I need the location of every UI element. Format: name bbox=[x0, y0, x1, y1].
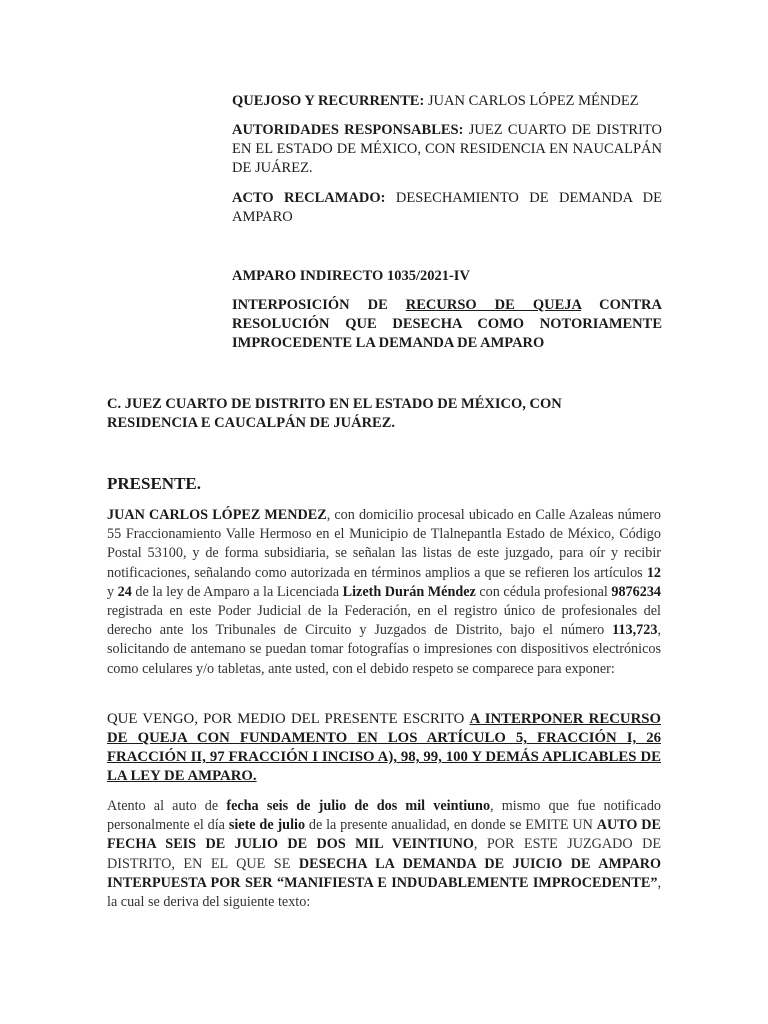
paragraph-3 bbox=[107, 797, 661, 912]
addressee: C. JUEZ CUARTO DE DISTRITO EN EL ESTADO DE MÉXICO, CON RESIDENCIA E CAUCALPÁN DE JUÁREZ. bbox=[107, 396, 562, 431]
p3-bold-1: fecha seis de julio de dos mil veintiuno bbox=[226, 798, 491, 814]
p1-text-1: , con domicilio procesal ubicado en Calle Azaleas número 55 Fraccionamiento Valle Hermoso en el Municipio de Tlalnepantla Estado de México, Código Postal 53100, y de forma subsidiaria, se señalan las listas de este juzgado, para oír y recibir notificaciones, señalando como autorizada en términos amplios a que se refieren los artículos bbox=[107, 507, 662, 581]
p3-bold-2: siete de julio bbox=[228, 817, 306, 834]
p1-text-4: con cédula profesional bbox=[475, 583, 612, 600]
p1-numero: 113,723 bbox=[612, 622, 658, 639]
p3-text-3: de la presente anualidad, en donde se EMITE UN bbox=[305, 817, 597, 834]
p2-underlined-bold: A INTERPONER RECURSO DE QUEJA CON FUNDAMENTO EN LOS ARTÍCULO 5, FRACCIÓN I, 26 FRACCIÓN II, 97 FRACCIÓN I INCISO A), 98, 99, 100 Y DEMÁS APLICABLES DE LA LEY DE AMPARO. bbox=[107, 711, 661, 784]
p1-art-12: 12 bbox=[646, 564, 661, 581]
interposicion-heading bbox=[232, 296, 662, 353]
p3-bold-4: DESECHA LA DEMANDA DE JUICIO DE AMPARO INTERPUESTA POR SER “MANIFIESTA E INDUDABLEMENTE IMPROCEDENTE” bbox=[107, 855, 661, 891]
interposicion-underlined: RECURSO DE QUEJA bbox=[405, 297, 582, 313]
acto-line bbox=[232, 189, 662, 227]
p1-art-24: 24 bbox=[117, 583, 132, 600]
quejoso-label: QUEJOSO Y RECURRENTE: bbox=[232, 93, 425, 109]
acto-label: ACTO RECLAMADO: bbox=[232, 190, 386, 206]
paragraph-2 bbox=[107, 710, 661, 786]
p1-licenciada: Lizeth Durán Méndez bbox=[342, 583, 476, 600]
acto-value: DESECHAMIENTO DE DEMANDA DE AMPARO bbox=[232, 190, 662, 225]
interposicion-end: CONTRA RESOLUCIÓN QUE DESECHA COMO NOTORIAMENTE IMPROCEDENTE LA DEMANDA DE AMPARO bbox=[232, 297, 663, 351]
p1-text-3: de la ley de Amparo a la Licenciada bbox=[131, 583, 343, 600]
quejoso-line bbox=[232, 92, 662, 111]
p1-text-6: , solicitando de antemano se puedan tomar fotografías o impresiones con dispositivos electrónicos como celulares y/o tabletas, ante usted, con el debido respeto se comparece para exponer: bbox=[107, 622, 661, 677]
p1-text-5: registrada en este Poder Judicial de la Federación, en el registro único de profesionales del derecho ante los Tribunales de Circuito y Juzgados de Distrito, bajo el número bbox=[107, 603, 661, 639]
p3-text-4: , POR ESTE JUZGADO DE DISTRITO, EN EL QUE SE bbox=[107, 836, 661, 872]
p3-text-5: , la cual se deriva del siguiente texto: bbox=[107, 874, 661, 911]
p2-text: QUE VENGO, POR MEDIO DEL PRESENTE ESCRITO bbox=[107, 711, 470, 727]
p1-text-2: y bbox=[107, 583, 118, 600]
p3-text-1: Atento al auto de bbox=[107, 798, 227, 814]
paragraph-1 bbox=[107, 506, 661, 679]
autoridades-value: JUEZ CUARTO DE DISTRITO EN EL ESTADO DE MÉXICO, CON RESIDENCIA EN NAUCALPÁN DE JUÁREZ. bbox=[232, 122, 662, 176]
p3-text-2: , mismo que fue notificado personalmente el día bbox=[107, 798, 662, 834]
presente-heading: PRESENTE. bbox=[107, 474, 201, 493]
autoridades-line bbox=[232, 121, 662, 178]
p3-bold-3: AUTO DE FECHA SEIS DE JULIO DE DOS MIL VEINTIUNO bbox=[107, 817, 661, 853]
p1-cedula: 9876234 bbox=[611, 583, 662, 600]
interposicion-start: INTERPOSICIÓN DE bbox=[232, 297, 406, 313]
autoridades-label: AUTORIDADES RESPONSABLES: bbox=[232, 122, 464, 138]
quejoso-value: JUAN CARLOS LÓPEZ MÉNDEZ bbox=[424, 93, 639, 109]
p1-name: JUAN CARLOS LÓPEZ MENDEZ bbox=[107, 507, 327, 523]
amparo-number: AMPARO INDIRECTO 1035/2021-IV bbox=[232, 268, 470, 284]
